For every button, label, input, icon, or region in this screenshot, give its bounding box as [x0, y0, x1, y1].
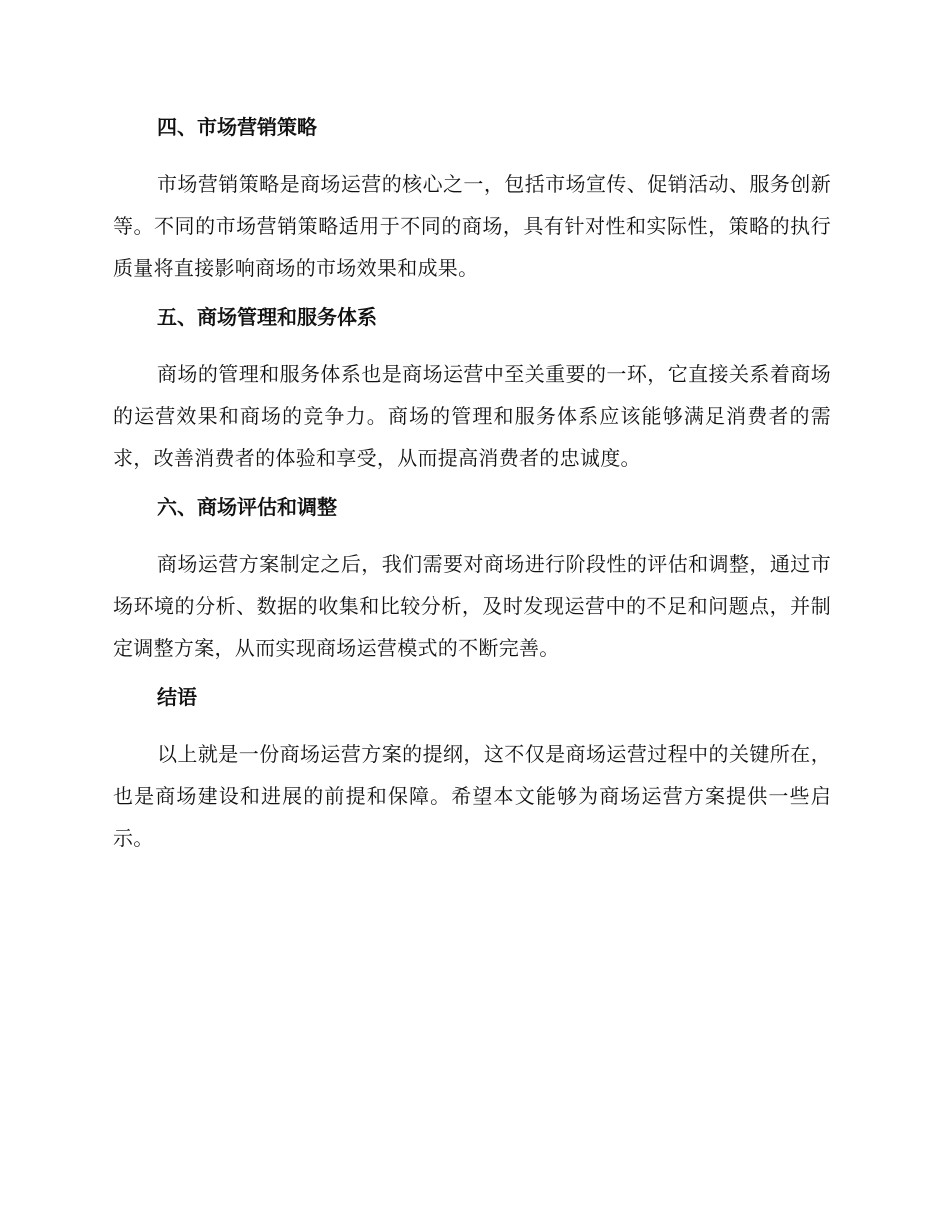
- section-management-service: [113, 298, 831, 488]
- section-marketing-strategy: [113, 108, 831, 298]
- section-conclusion: [113, 678, 831, 859]
- section-heading: 五、商场管理和服务体系: [157, 305, 377, 329]
- section-heading: 结语: [157, 685, 197, 709]
- section-heading: 四、市场营销策略: [157, 115, 317, 139]
- section-heading: 六、商场评估和调整: [157, 495, 337, 519]
- section-paragraph: 以上就是一份商场运营方案的提纲，这不仅是商场运营过程中的关键所在，也是商场建设和进展的前提和保障。希望本文能够为商场运营方案提供一些启示。: [113, 742, 831, 850]
- document-content: [113, 108, 831, 859]
- section-evaluation-adjustment: [113, 488, 831, 678]
- section-paragraph: 商场的管理和服务体系也是商场运营中至关重要的一环，它直接关系着商场的运营效果和商场的竞争力。商场的管理和服务体系应该能够满足消费者的需求，改善消费者的体验和享受，从而提高消费者的忠诚度。: [113, 362, 831, 470]
- section-paragraph: 商场运营方案制定之后，我们需要对商场进行阶段性的评估和调整，通过市场环境的分析、数据的收集和比较分析，及时发现运营中的不足和问题点，并制定调整方案，从而实现商场运营模式的不断完善。: [113, 552, 831, 660]
- section-paragraph: 市场营销策略是商场运营的核心之一，包括市场宣传、促销活动、服务创新等。不同的市场营销策略适用于不同的商场，具有针对性和实际性，策略的执行质量将直接影响商场的市场效果和成果。: [113, 172, 831, 280]
